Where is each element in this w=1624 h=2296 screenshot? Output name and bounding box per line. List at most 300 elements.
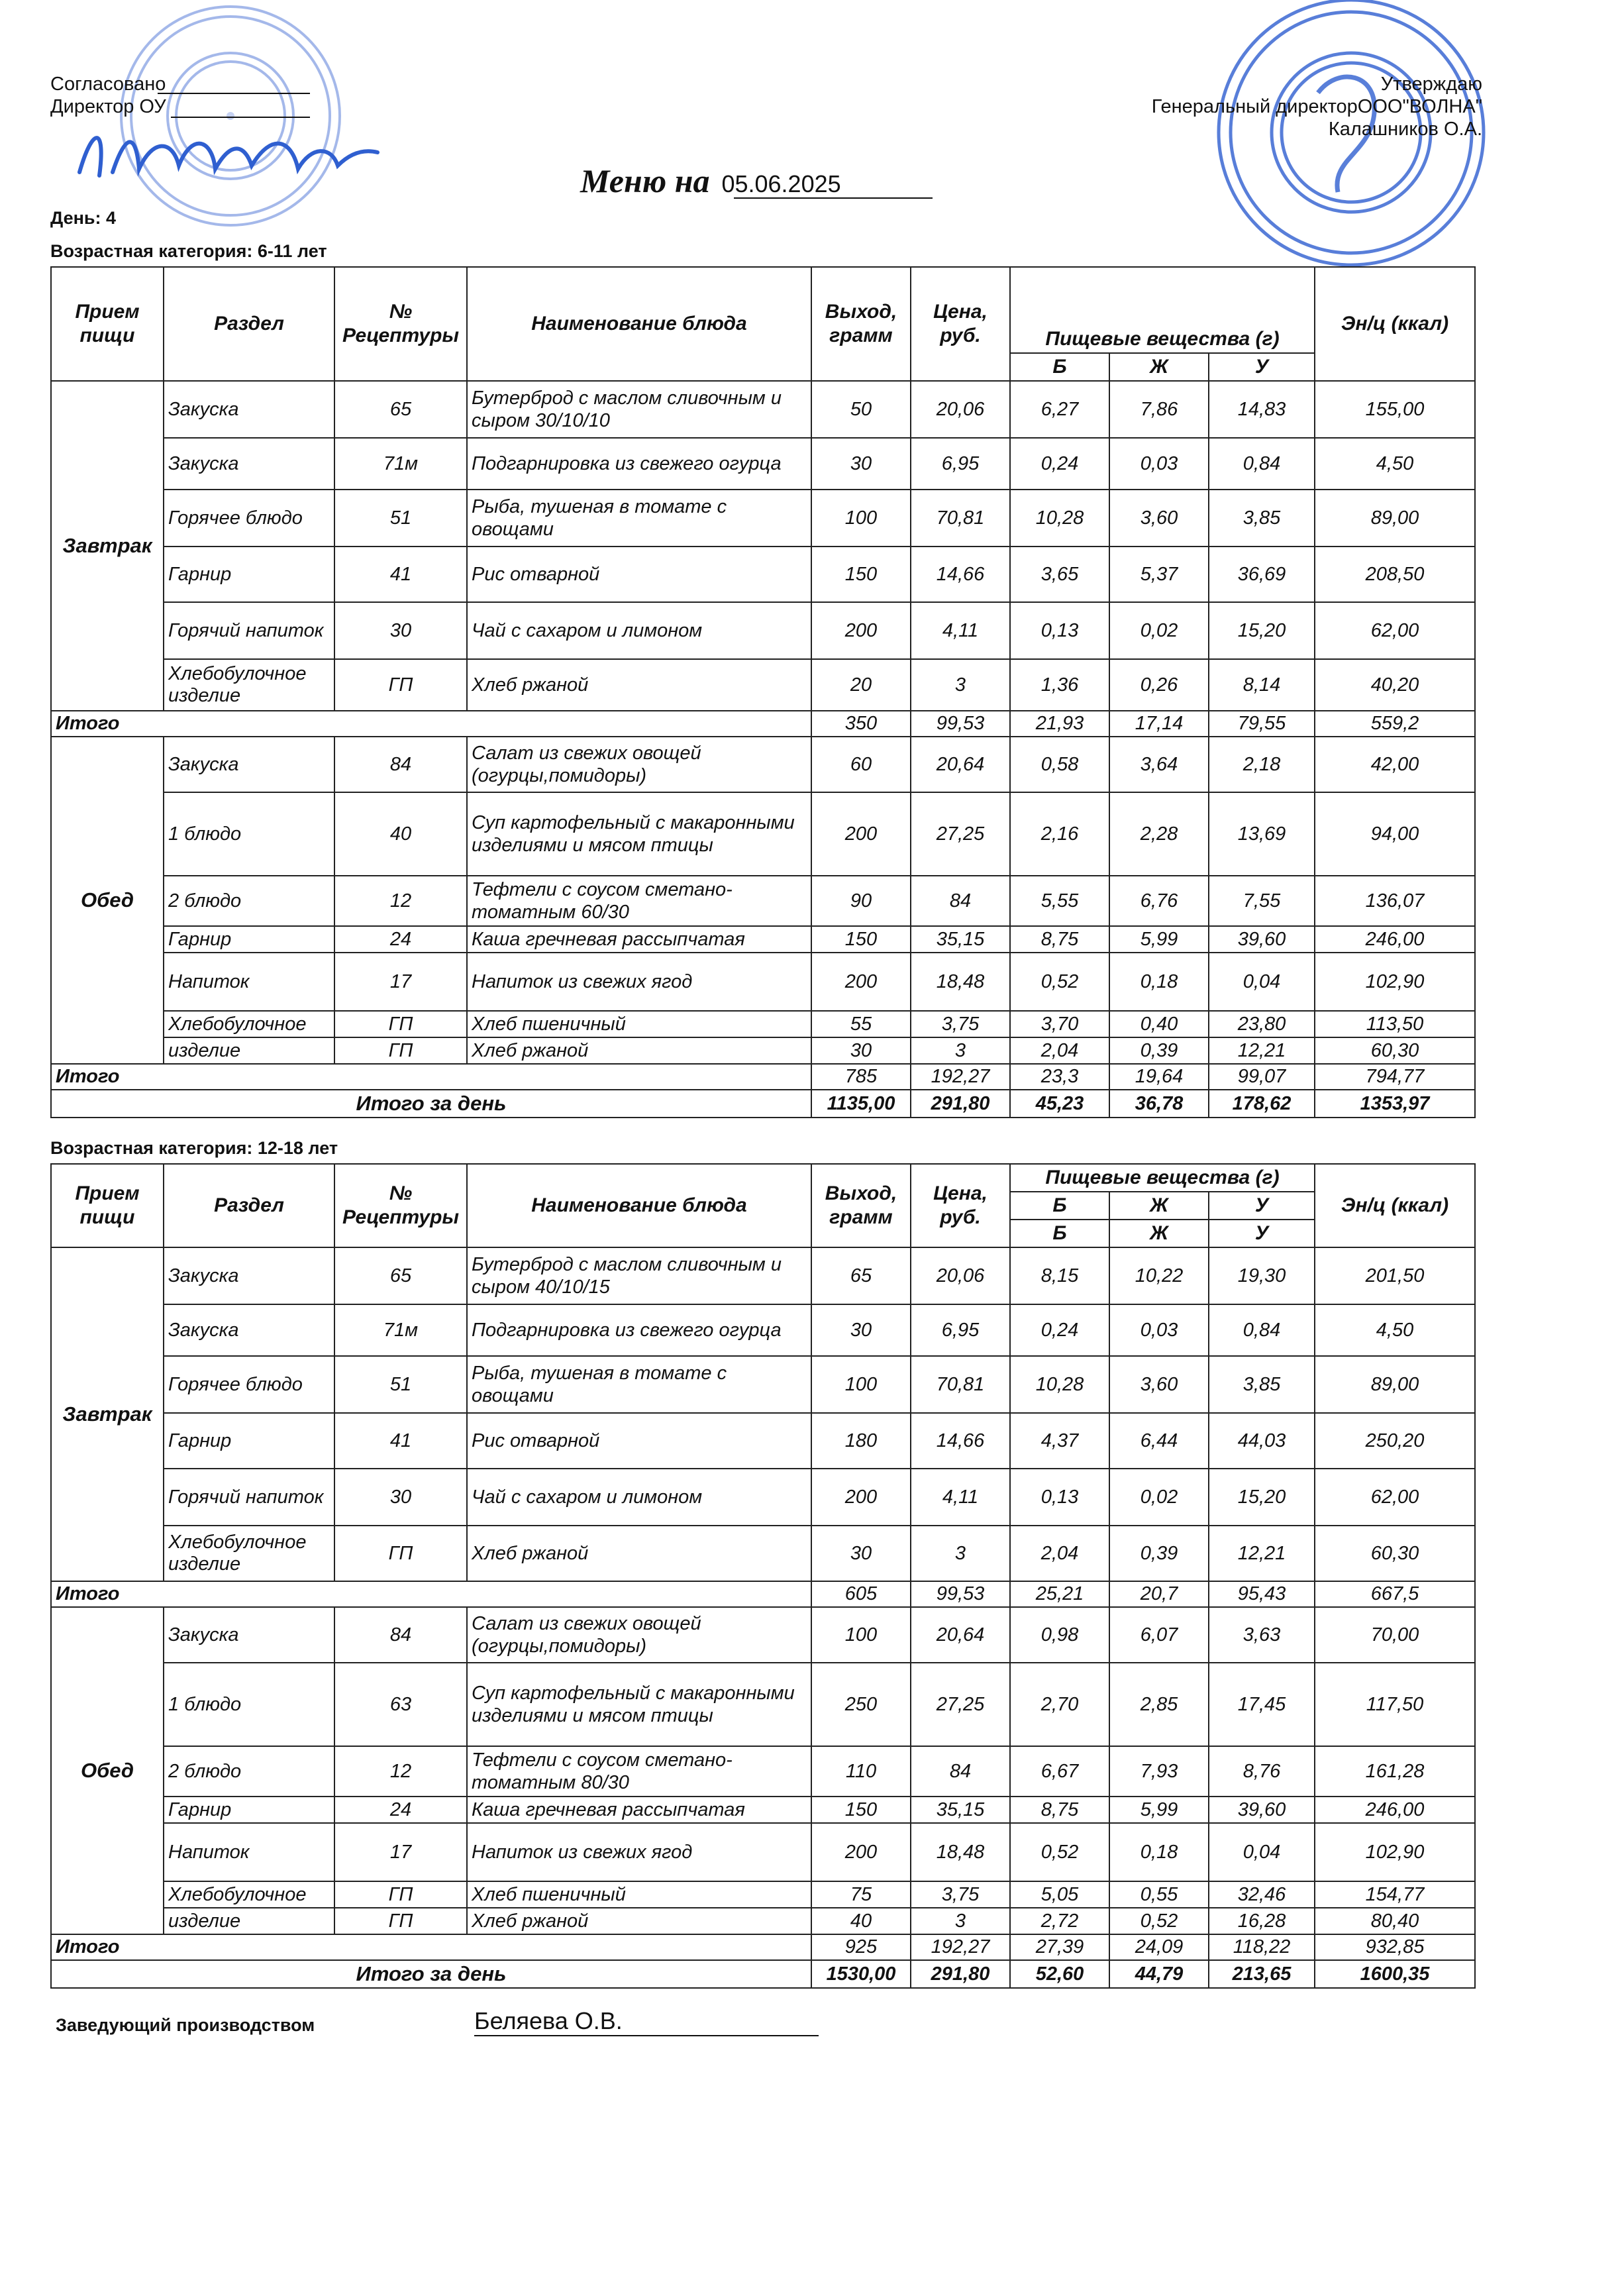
section-cell: Хлебобулочное — [164, 1011, 334, 1037]
dish-cell: Тефтели с соусом сметано-томатным 80/30 — [467, 1746, 811, 1797]
energy-cell: 62,00 — [1315, 1469, 1475, 1526]
section-cell: Гарнир — [164, 1797, 334, 1823]
total-fat: 24,09 — [1109, 1934, 1209, 1960]
dish-cell: Хлеб ржаной — [467, 1908, 811, 1934]
dish-cell: Салат из свежих овощей (огурцы,помидоры) — [467, 737, 811, 792]
recipe-cell: 17 — [334, 953, 467, 1011]
dish-cell: Хлеб пшеничный — [467, 1011, 811, 1037]
total-row — [51, 711, 1475, 737]
protein-cell: 0,52 — [1010, 953, 1109, 1011]
signature-icon — [73, 113, 384, 192]
section-cell: изделие — [164, 1908, 334, 1934]
protein-cell: 10,28 — [1010, 1356, 1109, 1413]
table-row — [51, 659, 1475, 711]
meal-name: Завтрак — [51, 381, 164, 711]
section-cell: 2 блюдо — [164, 1746, 334, 1797]
total-label: Итого — [51, 711, 811, 737]
carb-cell: 23,80 — [1209, 1011, 1315, 1037]
carb-cell: 3,85 — [1209, 490, 1315, 547]
dish-cell: Суп картофельный с макаронными изделиями и мясом птицы — [467, 792, 811, 876]
table-row — [51, 1797, 1475, 1823]
carb-cell: 32,46 — [1209, 1881, 1315, 1908]
price-cell: 20,06 — [911, 1247, 1010, 1304]
fat-cell: 0,02 — [1109, 1469, 1209, 1526]
recipe-cell: 65 — [334, 381, 467, 438]
section-cell: Закуска — [164, 1304, 334, 1356]
protein-cell: 2,70 — [1010, 1663, 1109, 1746]
protein-cell: 0,58 — [1010, 737, 1109, 792]
fat-cell: 3,60 — [1109, 490, 1209, 547]
total-energy: 794,77 — [1315, 1064, 1475, 1090]
table-row — [51, 1908, 1475, 1934]
dish-cell: Бутерброд с маслом сливочным и сыром 30/10/10 — [467, 381, 811, 438]
yield-cell: 110 — [811, 1746, 911, 1797]
menu-title-block — [580, 162, 841, 200]
section-cell: Хлебобулочное изделие — [164, 1526, 334, 1581]
fat-cell: 0,26 — [1109, 659, 1209, 711]
total-protein: 21,93 — [1010, 711, 1109, 737]
carb-cell: 39,60 — [1209, 1797, 1315, 1823]
col-zh-2: Ж — [1109, 1220, 1209, 1247]
protein-cell: 0,13 — [1010, 1469, 1109, 1526]
section-cell: Напиток — [164, 953, 334, 1011]
table-row — [51, 438, 1475, 490]
energy-cell: 80,40 — [1315, 1908, 1475, 1934]
price-cell: 3,75 — [911, 1011, 1010, 1037]
price-cell: 6,95 — [911, 438, 1010, 490]
table-row — [51, 953, 1475, 1011]
energy-cell: 136,07 — [1315, 876, 1475, 926]
dish-cell: Рис отварной — [467, 547, 811, 602]
carb-cell: 15,20 — [1209, 602, 1315, 659]
price-cell: 27,25 — [911, 1663, 1010, 1746]
section-cell: Закуска — [164, 1607, 334, 1663]
section-cell: Горячий напиток — [164, 602, 334, 659]
price-cell: 18,48 — [911, 953, 1010, 1011]
price-cell: 84 — [911, 1746, 1010, 1797]
fat-cell: 5,99 — [1109, 926, 1209, 953]
energy-cell: 113,50 — [1315, 1011, 1475, 1037]
total-energy: 932,85 — [1315, 1934, 1475, 1960]
recipe-cell: 71м — [334, 1304, 467, 1356]
total-label: Итого — [51, 1581, 811, 1607]
meal-name: Обед — [51, 737, 164, 1064]
footer-label: Заведующий производством — [56, 2015, 315, 2035]
total-price: 192,27 — [911, 1064, 1010, 1090]
day-total-protein: 45,23 — [1010, 1090, 1109, 1118]
section-cell: Закуска — [164, 381, 334, 438]
section-cell: 2 блюдо — [164, 876, 334, 926]
section-cell: Гарнир — [164, 926, 334, 953]
yield-cell: 150 — [811, 1797, 911, 1823]
protein-cell: 2,16 — [1010, 792, 1109, 876]
menu-table-12-18 — [50, 1163, 1476, 1989]
fat-cell: 6,44 — [1109, 1413, 1209, 1469]
yield-cell: 30 — [811, 438, 911, 490]
yield-cell: 200 — [811, 792, 911, 876]
recipe-cell: ГП — [334, 1037, 467, 1064]
carb-cell: 0,04 — [1209, 953, 1315, 1011]
fat-cell: 5,37 — [1109, 547, 1209, 602]
energy-cell: 60,30 — [1315, 1526, 1475, 1581]
protein-cell: 3,70 — [1010, 1011, 1109, 1037]
protein-cell: 6,67 — [1010, 1746, 1109, 1797]
table-row — [51, 1607, 1475, 1663]
table-row — [51, 792, 1475, 876]
table-row — [51, 547, 1475, 602]
yield-cell: 200 — [811, 953, 911, 1011]
yield-cell: 30 — [811, 1526, 911, 1581]
total-price: 192,27 — [911, 1934, 1010, 1960]
right-seal-stamp — [1205, 0, 1497, 291]
col-nutrients: Пищевые вещества (г) — [1010, 267, 1315, 353]
energy-cell: 117,50 — [1315, 1663, 1475, 1746]
day-total-fat: 36,78 — [1109, 1090, 1209, 1118]
price-cell: 18,48 — [911, 1823, 1010, 1881]
dish-cell: Рыба, тушеная в томате с овощами — [467, 490, 811, 547]
energy-cell: 155,00 — [1315, 381, 1475, 438]
total-carb: 95,43 — [1209, 1581, 1315, 1607]
energy-cell: 208,50 — [1315, 547, 1475, 602]
day-total-yield: 1530,00 — [811, 1960, 911, 1988]
energy-cell: 250,20 — [1315, 1413, 1475, 1469]
price-cell: 14,66 — [911, 1413, 1010, 1469]
carb-cell: 12,21 — [1209, 1526, 1315, 1581]
carb-cell: 0,84 — [1209, 1304, 1315, 1356]
energy-cell: 94,00 — [1315, 792, 1475, 876]
date-underline — [734, 197, 933, 199]
table-row — [51, 1356, 1475, 1413]
table-row — [51, 1011, 1475, 1037]
total-row — [51, 1934, 1475, 1960]
recipe-cell: 12 — [334, 1746, 467, 1797]
age-category-1: Возрастная категория: 6-11 лет — [50, 241, 327, 261]
recipe-cell: 24 — [334, 926, 467, 953]
protein-cell: 8,15 — [1010, 1247, 1109, 1304]
carb-cell: 0,84 — [1209, 438, 1315, 490]
table-row — [51, 1526, 1475, 1581]
protein-cell: 4,37 — [1010, 1413, 1109, 1469]
dish-cell: Подгарнировка из свежего огурца — [467, 438, 811, 490]
recipe-cell: ГП — [334, 659, 467, 711]
header-agreed — [50, 73, 166, 118]
table-row — [51, 1037, 1475, 1064]
fat-cell: 0,40 — [1109, 1011, 1209, 1037]
yield-cell: 180 — [811, 1413, 911, 1469]
fat-cell: 0,55 — [1109, 1881, 1209, 1908]
carb-cell: 3,85 — [1209, 1356, 1315, 1413]
col-u: У — [1209, 1192, 1315, 1220]
fat-cell: 7,93 — [1109, 1746, 1209, 1797]
section-cell: Хлебобулочное — [164, 1881, 334, 1908]
dish-cell: Суп картофельный с макаронными изделиями и мясом птицы — [467, 1663, 811, 1746]
day-total-row — [51, 1090, 1475, 1118]
dish-cell: Подгарнировка из свежего огурца — [467, 1304, 811, 1356]
day-total-energy: 1353,97 — [1315, 1090, 1475, 1118]
recipe-cell: 84 — [334, 1607, 467, 1663]
energy-cell: 161,28 — [1315, 1746, 1475, 1797]
protein-cell: 10,28 — [1010, 490, 1109, 547]
day-total-energy: 1600,35 — [1315, 1960, 1475, 1988]
fat-cell: 0,03 — [1109, 438, 1209, 490]
col-recipe: № Рецептуры — [334, 267, 467, 381]
total-yield: 785 — [811, 1064, 911, 1090]
yield-cell: 250 — [811, 1663, 911, 1746]
day-total-yield: 1135,00 — [811, 1090, 911, 1118]
day-total-row — [51, 1960, 1475, 1988]
energy-cell: 89,00 — [1315, 490, 1475, 547]
total-label: Итого — [51, 1064, 811, 1090]
col-u-2: У — [1209, 1220, 1315, 1247]
table-row — [51, 926, 1475, 953]
protein-cell: 0,98 — [1010, 1607, 1109, 1663]
footer-name: Беляева О.В. — [474, 2007, 819, 2036]
price-cell: 20,06 — [911, 381, 1010, 438]
col-u: У — [1209, 353, 1315, 381]
price-cell: 35,15 — [911, 926, 1010, 953]
recipe-cell: 63 — [334, 1663, 467, 1746]
total-protein: 25,21 — [1010, 1581, 1109, 1607]
total-fat: 17,14 — [1109, 711, 1209, 737]
carb-cell: 14,83 — [1209, 381, 1315, 438]
fat-cell: 0,18 — [1109, 1823, 1209, 1881]
price-cell: 3,75 — [911, 1881, 1010, 1908]
signature-line-left — [158, 93, 310, 94]
total-price: 99,53 — [911, 711, 1010, 737]
table-row — [51, 1304, 1475, 1356]
fat-cell: 3,64 — [1109, 737, 1209, 792]
protein-cell: 6,27 — [1010, 381, 1109, 438]
fat-cell: 5,99 — [1109, 1797, 1209, 1823]
recipe-cell: ГП — [334, 1908, 467, 1934]
price-cell: 3 — [911, 659, 1010, 711]
price-cell: 84 — [911, 876, 1010, 926]
price-cell: 3 — [911, 1037, 1010, 1064]
fat-cell: 6,76 — [1109, 876, 1209, 926]
col-b-2: Б — [1010, 1220, 1109, 1247]
total-protein: 27,39 — [1010, 1934, 1109, 1960]
carb-cell: 0,04 — [1209, 1823, 1315, 1881]
yield-cell: 40 — [811, 1908, 911, 1934]
recipe-cell: 65 — [334, 1247, 467, 1304]
recipe-cell: 84 — [334, 737, 467, 792]
yield-cell: 200 — [811, 1469, 911, 1526]
table-row — [51, 737, 1475, 792]
day-total-protein: 52,60 — [1010, 1960, 1109, 1988]
menu-date: 05.06.2025 — [721, 170, 841, 197]
recipe-cell: 30 — [334, 1469, 467, 1526]
table-row — [51, 1823, 1475, 1881]
protein-cell: 0,24 — [1010, 438, 1109, 490]
protein-cell: 1,36 — [1010, 659, 1109, 711]
section-cell: Напиток — [164, 1823, 334, 1881]
col-price: Цена, руб. — [911, 1164, 1010, 1247]
energy-cell: 62,00 — [1315, 602, 1475, 659]
dish-cell: Салат из свежих овощей (огурцы,помидоры) — [467, 1607, 811, 1663]
fat-cell: 0,52 — [1109, 1908, 1209, 1934]
recipe-cell: 12 — [334, 876, 467, 926]
total-row — [51, 1064, 1475, 1090]
table-row — [51, 490, 1475, 547]
protein-cell: 3,65 — [1010, 547, 1109, 602]
day-total-price: 291,80 — [911, 1090, 1010, 1118]
yield-cell: 50 — [811, 381, 911, 438]
col-energy: Эн/ц (ккал) — [1315, 267, 1475, 381]
recipe-cell: ГП — [334, 1011, 467, 1037]
energy-cell: 201,50 — [1315, 1247, 1475, 1304]
table-row — [51, 1413, 1475, 1469]
day-total-label: Итого за день — [51, 1960, 811, 1988]
day-total-fat: 44,79 — [1109, 1960, 1209, 1988]
protein-cell: 0,52 — [1010, 1823, 1109, 1881]
recipe-cell: ГП — [334, 1526, 467, 1581]
section-cell: Гарнир — [164, 547, 334, 602]
yield-cell: 90 — [811, 876, 911, 926]
protein-cell: 8,75 — [1010, 926, 1109, 953]
yield-cell: 55 — [811, 1011, 911, 1037]
section-cell: Хлебобулочное изделие — [164, 659, 334, 711]
total-energy: 559,2 — [1315, 711, 1475, 737]
protein-cell: 2,72 — [1010, 1908, 1109, 1934]
price-cell: 3 — [911, 1526, 1010, 1581]
carb-cell: 12,21 — [1209, 1037, 1315, 1064]
recipe-cell: 41 — [334, 1413, 467, 1469]
section-cell: Закуска — [164, 1247, 334, 1304]
carb-cell: 7,55 — [1209, 876, 1315, 926]
total-label: Итого — [51, 1934, 811, 1960]
header-approved — [1152, 73, 1482, 140]
recipe-cell: 41 — [334, 547, 467, 602]
energy-cell: 154,77 — [1315, 1881, 1475, 1908]
carb-cell: 2,18 — [1209, 737, 1315, 792]
section-cell: Закуска — [164, 737, 334, 792]
energy-cell: 246,00 — [1315, 926, 1475, 953]
fat-cell: 6,07 — [1109, 1607, 1209, 1663]
section-cell: Горячее блюдо — [164, 490, 334, 547]
protein-cell: 2,04 — [1010, 1526, 1109, 1581]
carb-cell: 15,20 — [1209, 1469, 1315, 1526]
table-row — [51, 1469, 1475, 1526]
day-total-label: Итого за день — [51, 1090, 811, 1118]
price-cell: 20,64 — [911, 737, 1010, 792]
price-cell: 14,66 — [911, 547, 1010, 602]
yield-cell: 65 — [811, 1247, 911, 1304]
day-total-price: 291,80 — [911, 1960, 1010, 1988]
section-cell: 1 блюдо — [164, 1663, 334, 1746]
energy-cell: 42,00 — [1315, 737, 1475, 792]
price-cell: 70,81 — [911, 1356, 1010, 1413]
yield-cell: 200 — [811, 1823, 911, 1881]
carb-cell: 39,60 — [1209, 926, 1315, 953]
total-row — [51, 1581, 1475, 1607]
recipe-cell: 30 — [334, 602, 467, 659]
col-meal: Прием пищи — [51, 267, 164, 381]
total-carb: 99,07 — [1209, 1064, 1315, 1090]
carb-cell: 19,30 — [1209, 1247, 1315, 1304]
dish-cell: Каша гречневая рассыпчатая — [467, 1797, 811, 1823]
header-agreed-label: Согласовано — [50, 74, 166, 95]
recipe-cell: 71м — [334, 438, 467, 490]
col-b: Б — [1010, 353, 1109, 381]
carb-cell: 16,28 — [1209, 1908, 1315, 1934]
header-approved-label: Утверждаю — [1380, 74, 1482, 95]
carb-cell: 8,14 — [1209, 659, 1315, 711]
section-cell: Горячее блюдо — [164, 1356, 334, 1413]
carb-cell: 13,69 — [1209, 792, 1315, 876]
dish-cell: Хлеб ржаной — [467, 659, 811, 711]
dish-cell: Бутерброд с маслом сливочным и сыром 40/10/15 — [467, 1247, 811, 1304]
yield-cell: 20 — [811, 659, 911, 711]
header-director-label: Директор ОУ — [50, 96, 166, 117]
col-section: Раздел — [164, 267, 334, 381]
fat-cell: 7,86 — [1109, 381, 1209, 438]
section-cell: изделие — [164, 1037, 334, 1064]
fat-cell: 10,22 — [1109, 1247, 1209, 1304]
fat-cell: 0,03 — [1109, 1304, 1209, 1356]
protein-cell: 2,04 — [1010, 1037, 1109, 1064]
col-nutrients: Пищевые вещества (г) — [1010, 1164, 1315, 1192]
col-price: Цена, руб. — [911, 267, 1010, 381]
yield-cell: 75 — [811, 1881, 911, 1908]
meal-name: Обед — [51, 1607, 164, 1934]
section-cell: Закуска — [164, 438, 334, 490]
price-cell: 70,81 — [911, 490, 1010, 547]
menu-title: Меню на — [580, 162, 710, 199]
total-fat: 20,7 — [1109, 1581, 1209, 1607]
dish-cell: Тефтели с соусом сметано-томатным 60/30 — [467, 876, 811, 926]
col-section: Раздел — [164, 1164, 334, 1247]
carb-cell: 8,76 — [1209, 1746, 1315, 1797]
total-carb: 118,22 — [1209, 1934, 1315, 1960]
dish-cell: Чай с сахаром и лимоном — [467, 602, 811, 659]
table-row — [51, 381, 1475, 438]
table-row — [51, 1746, 1475, 1797]
fat-cell: 0,18 — [1109, 953, 1209, 1011]
yield-cell: 100 — [811, 1607, 911, 1663]
table-row — [51, 1663, 1475, 1746]
col-zh: Ж — [1109, 1192, 1209, 1220]
recipe-cell: 51 — [334, 1356, 467, 1413]
col-meal: Прием пищи — [51, 1164, 164, 1247]
day-number: День: 4 — [50, 208, 116, 228]
col-energy: Эн/ц (ккал) — [1315, 1164, 1475, 1247]
age-category-2: Возрастная категория: 12-18 лет — [50, 1138, 338, 1158]
carb-cell: 17,45 — [1209, 1663, 1315, 1746]
section-cell: Гарнир — [164, 1413, 334, 1469]
protein-cell: 8,75 — [1010, 1797, 1109, 1823]
energy-cell: 102,90 — [1315, 1823, 1475, 1881]
fat-cell: 3,60 — [1109, 1356, 1209, 1413]
dish-cell: Каша гречневая рассыпчатая — [467, 926, 811, 953]
total-protein: 23,3 — [1010, 1064, 1109, 1090]
table-row — [51, 876, 1475, 926]
table-row — [51, 602, 1475, 659]
price-cell: 4,11 — [911, 602, 1010, 659]
col-dish: Наименование блюда — [467, 267, 811, 381]
col-recipe: № Рецептуры — [334, 1164, 467, 1247]
fat-cell: 0,39 — [1109, 1037, 1209, 1064]
fat-cell: 2,85 — [1109, 1663, 1209, 1746]
recipe-cell: ГП — [334, 1881, 467, 1908]
section-cell: Горячий напиток — [164, 1469, 334, 1526]
dish-cell: Чай с сахаром и лимоном — [467, 1469, 811, 1526]
yield-cell: 30 — [811, 1304, 911, 1356]
col-yield: Выход, грамм — [811, 1164, 911, 1247]
day-total-carb: 213,65 — [1209, 1960, 1315, 1988]
yield-cell: 150 — [811, 926, 911, 953]
dish-cell: Рыба, тушеная в томате с овощами — [467, 1356, 811, 1413]
energy-cell: 102,90 — [1315, 953, 1475, 1011]
